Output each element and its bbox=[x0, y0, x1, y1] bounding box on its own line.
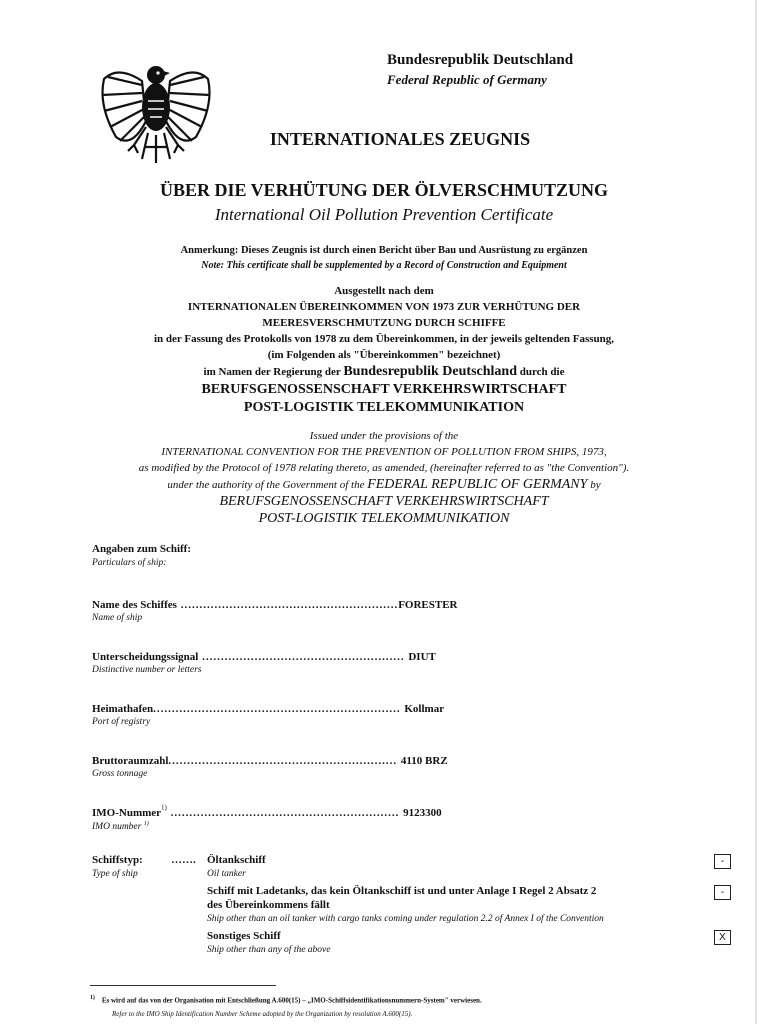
issued-de-line bbox=[0, 363, 768, 381]
field-value: 4110 BRZ bbox=[400, 755, 448, 767]
dot-leader: ...................................................... bbox=[198, 651, 409, 663]
field-value: FORESTER bbox=[398, 599, 458, 611]
certificate-title-de-1: INTERNATIONALES ZEUGNIS bbox=[269, 129, 531, 149]
issued-de-line: Ausgestellt nach dem bbox=[334, 285, 434, 297]
footnote-marker: 1) bbox=[143, 821, 149, 827]
ship-type-checkbox-cargo-tanks[interactable]: - bbox=[714, 885, 731, 900]
footnote-de bbox=[90, 995, 482, 1004]
dot-leader: .......................................................... bbox=[176, 599, 399, 611]
issued-en-authority: POST-LOGISTIK TELEKOMMUNIKATION bbox=[258, 511, 510, 526]
field-row-imo bbox=[92, 803, 512, 832]
field-label-de: Heimathafen bbox=[92, 703, 154, 715]
field-label-en: Port of registry bbox=[92, 717, 151, 727]
particulars-label-en: Particulars of ship: bbox=[92, 558, 167, 568]
footnote-de-text: Es wird auf das von der Organisation mit Entschließung A.600(15) – „IMO-Schiffsidentifikationsnummern-System" verwiesen. bbox=[101, 996, 482, 1005]
ship-type-label-en: Type of ship bbox=[92, 869, 138, 879]
issued-under-de bbox=[0, 283, 768, 417]
field-row-tonnage bbox=[92, 751, 512, 779]
issued-under-en bbox=[0, 428, 768, 527]
issued-de-authority: POST-LOGISTIK TELEKOMMUNIKATION bbox=[243, 400, 525, 415]
dot-leader: ............................................................. bbox=[166, 807, 404, 819]
issued-de-text: durch die bbox=[519, 366, 565, 378]
issued-de-line: (im Folgenden als "Übereinkommen" bezeichnet) bbox=[267, 349, 501, 361]
issued-en-line: INTERNATIONAL CONVENTION FOR THE PREVENTION OF POLLUTION FROM SHIPS, 1973, bbox=[161, 446, 607, 458]
issued-en-line: Issued under the provisions of the bbox=[309, 430, 459, 442]
footnote-marker: 1) bbox=[161, 803, 167, 812]
certificate-title-en: International Oil Pollution Prevention Certificate bbox=[214, 205, 554, 224]
issued-de-line: MEERESVERSCHMUTZUNG DURCH SCHIFFE bbox=[262, 317, 506, 329]
footnote-marker: 1) bbox=[90, 995, 95, 1001]
issued-en-authority: BERUFSGENOSSENSCHAFT VERKEHRSWIRTSCHAFT bbox=[219, 494, 549, 509]
field-row-signal bbox=[92, 647, 512, 675]
issued-de-authority: BERUFSGENOSSENSCHAFT VERKEHRSWIRTSCHAFT bbox=[201, 382, 567, 397]
field-value: DIUT bbox=[408, 651, 436, 663]
note-de: Anmerkung: Dieses Zeugnis ist durch einen Bericht über Bau und Ausrüstung zu ergänzen bbox=[180, 245, 588, 256]
field-row-port bbox=[92, 699, 512, 727]
field-label-de: Name des Schiffes bbox=[92, 599, 177, 611]
footnote-en: Refer to the IMO Ship Identification Number Scheme adopted by the Organization by resolution A.600(15). bbox=[112, 1010, 413, 1018]
field-label-de: Bruttoraumzahl bbox=[92, 755, 169, 767]
ship-type-checkbox-oil-tanker[interactable]: - bbox=[714, 854, 731, 869]
issued-de-line: in der Fassung des Protokolls von 1978 zu dem Übereinkommen, in der jeweils geltenden Fassung, bbox=[154, 333, 614, 345]
issued-en-line bbox=[0, 476, 768, 493]
ship-type-option-de-cont: des Übereinkommens fällt bbox=[207, 899, 330, 911]
footnote-divider bbox=[90, 985, 276, 986]
ship-type-checkbox-other[interactable]: X bbox=[714, 930, 731, 945]
ship-type-leader: ……. bbox=[171, 854, 196, 866]
field-label-en-wrap bbox=[92, 821, 512, 832]
issued-de-text: im Namen der Regierung der bbox=[203, 366, 341, 378]
dot-leader: .................................................................. bbox=[153, 703, 405, 715]
ship-type-option-de: Öltankschiff bbox=[207, 854, 266, 866]
note-en: Note: This certificate shall be supplemented by a Record of Construction and Equipment bbox=[201, 260, 567, 271]
ship-type-option-de: Sonstiges Schiff bbox=[207, 930, 281, 942]
issued-en-country: FEDERAL REPUBLIC OF GERMANY bbox=[367, 477, 588, 492]
ship-type-option-en: Ship other than any of the above bbox=[207, 945, 331, 955]
republic-name-en: Federal Republic of Germany bbox=[387, 72, 547, 87]
field-label-en: Name of ship bbox=[92, 613, 143, 623]
field-label-en: Gross tonnage bbox=[92, 769, 148, 779]
issued-en-text: under the authority of the Government of the bbox=[167, 479, 365, 491]
issued-en-line: as modified by the Protocol of 1978 relating thereto, as amended, (hereinafter referred to as "the Convention"). bbox=[138, 462, 630, 474]
field-value: 9123300 bbox=[403, 807, 442, 819]
federal-eagle-icon bbox=[98, 55, 214, 167]
particulars-label-de: Angaben zum Schiff: bbox=[92, 543, 192, 555]
field-label-en: Distinctive number or letters bbox=[92, 665, 202, 675]
issued-en-text: by bbox=[590, 479, 601, 491]
issued-de-line: INTERNATIONALEN ÜBEREINKOMMEN VON 1973 ZUR VERHÜTUNG DER bbox=[187, 301, 581, 313]
issued-de-country: Bundesrepublik Deutschland bbox=[343, 364, 517, 379]
certificate-title-de-2: ÜBER DIE VERHÜTUNG DER ÖLVERSCHMUTZUNG bbox=[159, 180, 609, 200]
field-value: Kollmar bbox=[404, 703, 445, 715]
ship-type-label-de: Schiffstyp: bbox=[92, 854, 143, 866]
ship-type-option-en: Oil tanker bbox=[207, 869, 246, 879]
field-label-en: IMO number bbox=[92, 822, 142, 833]
republic-name-de: Bundesrepublik Deutschland bbox=[387, 52, 574, 68]
field-label-de: IMO-Nummer bbox=[92, 807, 162, 819]
ship-type-option-en: Ship other than an oil tanker with cargo tanks coming under regulation 2.2 of Annex I of the Convention bbox=[207, 914, 604, 924]
field-label-de: Unterscheidungssignal bbox=[92, 651, 199, 663]
dot-leader: ............................................................. bbox=[168, 755, 401, 767]
field-row-ship-name bbox=[92, 595, 512, 623]
ship-type-option-de: Schiff mit Ladetanks, das kein Öltankschiff ist und unter Anlage I Regel 2 Absatz 2 bbox=[207, 885, 597, 897]
